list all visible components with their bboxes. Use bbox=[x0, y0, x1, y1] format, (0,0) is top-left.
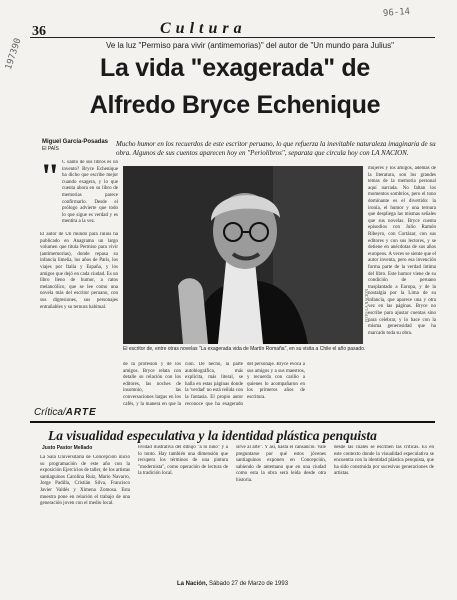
author-portrait-icon bbox=[123, 166, 363, 344]
critica-section: ARTE bbox=[65, 407, 97, 418]
footer-date: Sábado 27 de Marzo de 1993 bbox=[208, 581, 289, 587]
col2-text: de la profesión y de los amigos. Bryce relata con detalle su relación con los editores, las noches de insomnio, las conversaciones largas en los cafés, y la manera en que la bbox=[123, 362, 181, 406]
col1-text: El autor de Un mundo para Julius ha publicado en Anagrama un largo volumen que titula Permiso para vivir (antimemorias), donde repasa su infancia limeña, los años de París, los viajes por Italia y España, y los amigos que dejó en cada ciudad. Es un libro lleno de humor, a ratos melancólico, que se lee como una novela más del escritor peruano, con sus digresiones, sus personajes entrañables y su ternura habitual. bbox=[40, 232, 118, 310]
byline: Miguel García-Posadas bbox=[42, 139, 109, 145]
section-title: Cultura bbox=[160, 20, 247, 37]
headline-line-2: Alfredo Bryce Echenique bbox=[89, 91, 381, 119]
col1-dropcap-text: C uánto de sus libros es un invento? Bryce Echenique ha dicho que escribe mejor cuando exagera, y lo que cuenta ahora en su libro de memorias parece confirmarlo. Desde el prólogo advierte que todo lo que sigue es verdad y es mentira a la vez. bbox=[62, 160, 118, 225]
handwritten-side-note: 197390 bbox=[4, 37, 24, 72]
byline-source: El PAÍS bbox=[42, 146, 59, 152]
critica-headline: La visualidad especulativa y la identidad plástica penquista bbox=[48, 428, 377, 443]
photo-caption: El escritor de, entre otras novelas "La exagerada vida de Martín Romaña", en su visita a Chile el año pasado. bbox=[123, 346, 366, 352]
author-photo bbox=[123, 166, 363, 344]
col3-text: ción. De hecho, la parte autobiográfica, más explícita, más literal, se halla en estas páginas donde la 'verdad' no está reñida con la fantasía. El propio autor reconoce que ha exagerado bbox=[185, 362, 243, 406]
page-footer bbox=[30, 581, 435, 587]
critica-col2: lividad ilustrativa del dibujo "a lo niño" y a lo tonto. Hay también una dimensión que recupera los términos de una pintura "modernista", como operación de lectura de la tradición local. bbox=[138, 445, 228, 477]
lede: Mucho humor en los recuerdos de este escritor peruano, lo que refuerza la inevitable naturaleza imaginaria de su obra. Algunos de sus cuentos aparecen hoy en "Periolibros", separata que circula hoy con LA NACION. bbox=[116, 140, 436, 157]
col4-text: del personaje. Bryce evoca a sus amigos y a sus maestros, y recuerda con cariño a quienes lo acompañaron en los primeros años de escritura. bbox=[247, 362, 305, 400]
right-column-text: mujeres y los amigos, además de la literatura, son los grandes temas de la memoria personal aquí narrada. No faltan los momentos sombríos, pero el tono dominante es el divertido: la ironía, el humor y una ternura que despliega las mismas señales que sus novelas. Bryce cuenta episodios con Julio Ramón Ribeyro, con Cortázar, con sus editores y con sus lectores, y se detiene en anécdotas de sus años europeos. A veces se siente que el autor inventa, pero esa invención forma parte de la verdad íntima del libro. Este humor viene de su condición de peruano trasplantado a Europa, y de la nostalgia por la Lima de su infancia, que aparece una y otra vez en las páginas. Bryce no escribe para ajustar cuentas sino para celebrar, y lo hace con la misma generosidad que ha marcado toda su obra. bbox=[368, 166, 436, 336]
photo-credit: FOTO LA NACION bbox=[364, 288, 369, 322]
critica-label bbox=[34, 407, 97, 418]
footer-paper: La Nación, bbox=[176, 581, 208, 587]
critica-byline: Justo Pastor Mellado bbox=[42, 445, 93, 451]
quote-mark: " bbox=[40, 156, 60, 196]
kicker: Ve la luz "Permiso para vivir (antimemorias)" del autor de "Un mundo para Julius" bbox=[106, 41, 394, 50]
headline-line-1: La vida "exagerada" de bbox=[99, 54, 370, 82]
critica-prefix: Crítica/ bbox=[34, 407, 66, 418]
top-rule bbox=[30, 37, 435, 38]
critica-col1: La Sala Universitaria de Concepción inició su programación de este año con la exposición Ejercicios de taller, de los artistas santiaguinos Carolina Ruiz, Mario Navarro, Jorge Padilla, Cristián Silva, Francisco Javier Valdés y Ximena Zomosa. Esta muestra pone en relación el trabajo de una generación joven con el medio local. bbox=[40, 455, 130, 507]
critica-rule bbox=[30, 421, 435, 423]
critica-col3: sirve al arte". Y así, hasta el cansancio. Vale preguntarse por qué estos jóvenes santiaguinos exponen en Concepción, sabiendo de antemano que en una ciudad como esta la obra será leída desde otra historia. bbox=[236, 445, 326, 483]
handwritten-note: 96-14 bbox=[382, 7, 411, 19]
page-number: 36 bbox=[32, 24, 46, 39]
critica-col4: desde las cuales se escriben las críticas. Es en este contexto donde la visualidad especulativa se encuentra con la identidad plástica penquista, que ha sido construida por sucesivas generaciones de artistas. bbox=[334, 445, 434, 477]
